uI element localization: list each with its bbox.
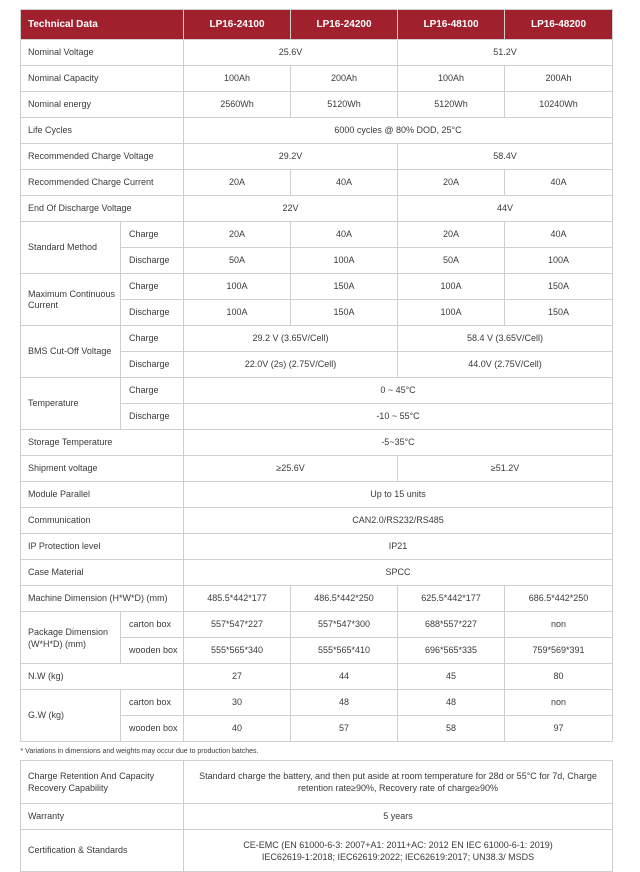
cell-value: 5120Wh [398, 92, 505, 118]
sub-label: wooden box [121, 638, 184, 664]
cell-value: 44 [291, 664, 398, 690]
table-row [21, 430, 613, 456]
table-row [21, 170, 613, 196]
cell-value: 200Ah [291, 66, 398, 92]
cell-value: 45 [398, 664, 505, 690]
sub-label: Discharge [121, 352, 184, 378]
row-label: Nominal Capacity [21, 66, 184, 92]
sub-label: wooden box [121, 716, 184, 742]
table-row [21, 586, 613, 612]
table-row [21, 378, 613, 404]
table-row [21, 508, 613, 534]
cell-value: 5 years [184, 804, 613, 830]
sub-label: Discharge [121, 300, 184, 326]
cell-value: 29.2V [184, 144, 398, 170]
table-row [21, 222, 613, 248]
cell-value: 20A [398, 170, 505, 196]
cell-value: non [505, 690, 613, 716]
sub-label: Discharge [121, 248, 184, 274]
cell-value: 50A [398, 248, 505, 274]
cell-value: 150A [505, 274, 613, 300]
cell-value: 100Ah [184, 66, 291, 92]
row-label: Case Material [21, 560, 184, 586]
cell-value: 688*557*227 [398, 612, 505, 638]
cell-value: Standard charge the battery, and then put aside at room temperature for 28d or 55°C for 7d, Charge retention rate≥90%, Recovery rate of charge≥90% [184, 761, 613, 804]
cell-value: 200Ah [505, 66, 613, 92]
row-label: IP Protection level [21, 534, 184, 560]
row-label: End Of Discharge Voltage [21, 196, 184, 222]
cell-value: 6000 cycles @ 80% DOD, 25°C [184, 118, 613, 144]
cell-value: 100A [398, 300, 505, 326]
table-row [21, 456, 613, 482]
table-row [21, 804, 613, 830]
row-label: G.W (kg) [21, 690, 121, 742]
variation-note: * Variations in dimensions and weights may occur due to production batches. [21, 742, 613, 761]
cell-value: 100A [184, 300, 291, 326]
cell-value: 150A [505, 300, 613, 326]
cell-value: ≥51.2V [398, 456, 613, 482]
cell-value: SPCC [184, 560, 613, 586]
cell-value: non [505, 612, 613, 638]
cell-value: 27 [184, 664, 291, 690]
cell-value: 696*565*335 [398, 638, 505, 664]
model-header: LP16-24200 [291, 10, 398, 40]
sub-label: Charge [121, 222, 184, 248]
cell-value: 25.6V [184, 40, 398, 66]
cell-value: 44.0V (2.75V/Cell) [398, 352, 613, 378]
cell-value: ≥25.6V [184, 456, 398, 482]
cell-value: 0 ~ 45°C [184, 378, 613, 404]
row-label: Recommended Charge Current [21, 170, 184, 196]
cell-value: 48 [398, 690, 505, 716]
cell-value: 2560Wh [184, 92, 291, 118]
table-header-row [21, 10, 613, 40]
note-row [21, 742, 613, 761]
row-label: Storage Temperature [21, 430, 184, 456]
row-label: Shipment voltage [21, 456, 184, 482]
model-header: LP16-24100 [184, 10, 291, 40]
cell-value: 58.4 V (3.65V/Cell) [398, 326, 613, 352]
row-label: Standard Method [21, 222, 121, 274]
cell-value: 557*547*227 [184, 612, 291, 638]
row-label: Charge Retention And Capacity Recovery Capability [21, 761, 184, 804]
cell-value: 57 [291, 716, 398, 742]
row-label: N.W (kg) [21, 664, 184, 690]
cell-value: 51.2V [398, 40, 613, 66]
sub-label: carton box [121, 690, 184, 716]
row-label: Temperature [21, 378, 121, 430]
table-row [21, 761, 613, 804]
cell-value: 100Ah [398, 66, 505, 92]
row-label: Package Dimension (W*H*D) (mm) [21, 612, 121, 664]
cell-value: 40A [505, 170, 613, 196]
cell-value: 22V [184, 196, 398, 222]
cell-value: CAN2.0/RS232/RS485 [184, 508, 613, 534]
cell-value: -5~35°C [184, 430, 613, 456]
cell-value: 486.5*442*250 [291, 586, 398, 612]
cell-value: 555*565*340 [184, 638, 291, 664]
cell-value: 100A [184, 274, 291, 300]
cell-value: 625.5*442*177 [398, 586, 505, 612]
cell-value: 10240Wh [505, 92, 613, 118]
sub-label: Charge [121, 274, 184, 300]
cell-value: 686.5*442*250 [505, 586, 613, 612]
cell-value: 555*565*410 [291, 638, 398, 664]
cell-value: 80 [505, 664, 613, 690]
table-row [21, 830, 613, 872]
cell-value: 150A [291, 300, 398, 326]
table-row [21, 40, 613, 66]
cell-value: 30 [184, 690, 291, 716]
sub-label: Charge [121, 378, 184, 404]
cell-value: 557*547*300 [291, 612, 398, 638]
cell-value: 100A [398, 274, 505, 300]
table-row [21, 326, 613, 352]
cell-value: 48 [291, 690, 398, 716]
table-row [21, 92, 613, 118]
row-label: Maximum Continuous Current [21, 274, 121, 326]
cell-value: 150A [291, 274, 398, 300]
cell-value: Up to 15 units [184, 482, 613, 508]
row-label: Nominal energy [21, 92, 184, 118]
table-title: Technical Data [21, 10, 184, 40]
certification-line: CE-EMC (EN 61000-6-3: 2007+A1: 2011+AC: 2012 EN IEC 61000-6-1: 2019) [243, 839, 553, 850]
row-label: Module Parallel [21, 482, 184, 508]
table-row [21, 560, 613, 586]
cell-value: 5120Wh [291, 92, 398, 118]
table-row [21, 690, 613, 716]
table-row [21, 534, 613, 560]
row-label: Communication [21, 508, 184, 534]
cell-value: 20A [184, 170, 291, 196]
table-row [21, 196, 613, 222]
certification-line: IEC62619-1:2018; IEC62619:2022; IEC62619:2017; UN38.3/ MSDS [261, 851, 535, 862]
cell-value: 485.5*442*177 [184, 586, 291, 612]
table-row [21, 612, 613, 638]
cell-value: 50A [184, 248, 291, 274]
model-header: LP16-48100 [398, 10, 505, 40]
row-label: BMS Cut-Off Voltage [21, 326, 121, 378]
cell-value: -10 ~ 55°C [184, 404, 613, 430]
cell-value: 58 [398, 716, 505, 742]
sub-label: carton box [121, 612, 184, 638]
cell-value: 20A [184, 222, 291, 248]
row-label: Certification & Standards [21, 830, 184, 872]
cell-value: 22.0V (2s) (2.75V/Cell) [184, 352, 398, 378]
row-label: Machine Dimension (H*W*D) (mm) [21, 586, 184, 612]
cell-value: 40A [505, 222, 613, 248]
cell-value: 759*569*391 [505, 638, 613, 664]
model-header: LP16-48200 [505, 10, 613, 40]
row-label: Nominal Voltage [21, 40, 184, 66]
table-row [21, 274, 613, 300]
cell-value: 40A [291, 222, 398, 248]
technical-data-table [20, 9, 613, 872]
cell-value: 40A [291, 170, 398, 196]
cell-value: 20A [398, 222, 505, 248]
row-label: Warranty [21, 804, 184, 830]
cell-value [184, 830, 613, 872]
sub-label: Discharge [121, 404, 184, 430]
table-row [21, 66, 613, 92]
table-row [21, 144, 613, 170]
cell-value: 97 [505, 716, 613, 742]
cell-value: 44V [398, 196, 613, 222]
cell-value: 40 [184, 716, 291, 742]
cell-value: 29.2 V (3.65V/Cell) [184, 326, 398, 352]
row-label: Life Cycles [21, 118, 184, 144]
row-label: Recommended Charge Voltage [21, 144, 184, 170]
table-row [21, 482, 613, 508]
table-row [21, 118, 613, 144]
cell-value: IP21 [184, 534, 613, 560]
technical-data-sheet [20, 9, 612, 872]
cell-value: 100A [291, 248, 398, 274]
sub-label: Charge [121, 326, 184, 352]
cell-value: 58.4V [398, 144, 613, 170]
cell-value: 100A [505, 248, 613, 274]
table-row [21, 664, 613, 690]
